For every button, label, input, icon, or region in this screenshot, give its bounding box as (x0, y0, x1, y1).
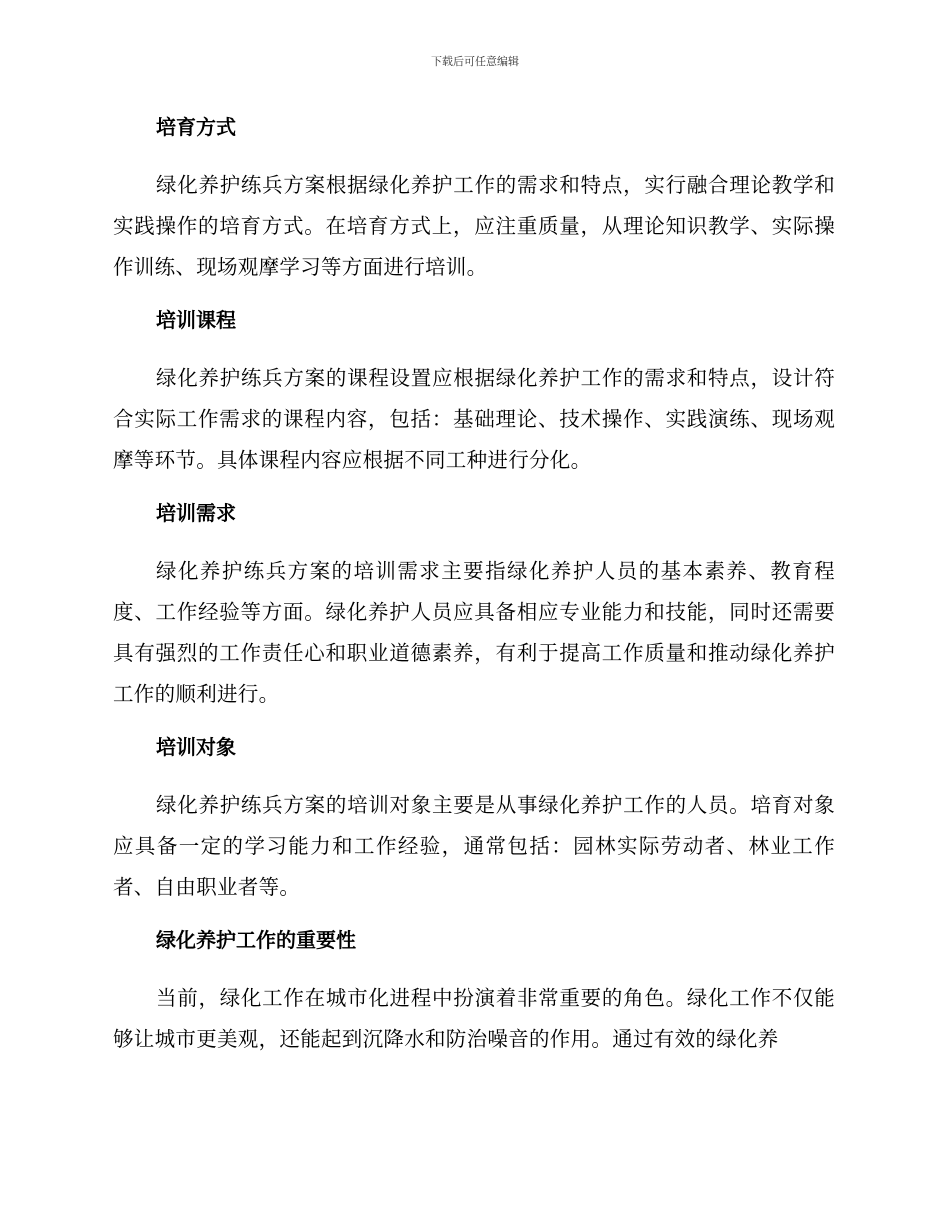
section-heading: 培训对象 (156, 735, 236, 759)
page-header: 下载后可任意编辑 (431, 55, 519, 68)
section-paragraph: 绿化养护练兵方案的课程设置应根据绿化养护工作的需求和特点，设计符合实际工作需求的课程内容，包括：基础理论、技术操作、实践演练、现场观摩等环节。具体课程内容应根据不同工种进行分化。 (113, 366, 835, 472)
section-paragraph: 绿化养护练兵方案根据绿化养护工作的需求和特点，实行融合理论教学和实践操作的培育方式。在培育方式上，应注重质量，从理论知识教学、实际操作训练、现场观摩学习等方面进行培训。 (113, 173, 835, 279)
section-paragraph: 绿化养护练兵方案的培训需求主要指绿化养护人员的基本素养、教育程度、工作经验等方面。绿化养护人员应具备相应专业能力和技能，同时还需要具有强烈的工作责任心和职业道德素养，有利于提高工作质量和推动绿化养护工作的顺利进行。 (113, 559, 835, 706)
section-paragraph: 绿化养护练兵方案的培训对象主要是从事绿化养护工作的人员。培育对象应具备一定的学习能力和工作经验，通常包括：园林实际劳动者、林业工作者、自由职业者等。 (113, 793, 835, 899)
document-body (113, 105, 835, 1060)
section-importance (113, 918, 835, 1060)
section-heading: 培育方式 (156, 115, 236, 139)
section-heading: 培训需求 (156, 501, 236, 525)
section-training-courses (113, 298, 835, 481)
section-heading: 培训课程 (156, 308, 236, 332)
section-heading: 绿化养护工作的重要性 (156, 928, 356, 952)
section-training-needs (113, 491, 835, 715)
section-cultivation-method (113, 105, 835, 288)
section-paragraph: 当前，绿化工作在城市化进程中扮演着非常重要的角色。绿化工作不仅能够让城市更美观，还能起到沉降水和防治噪音的作用。通过有效的绿化养 (113, 986, 835, 1051)
section-training-targets (113, 725, 835, 908)
